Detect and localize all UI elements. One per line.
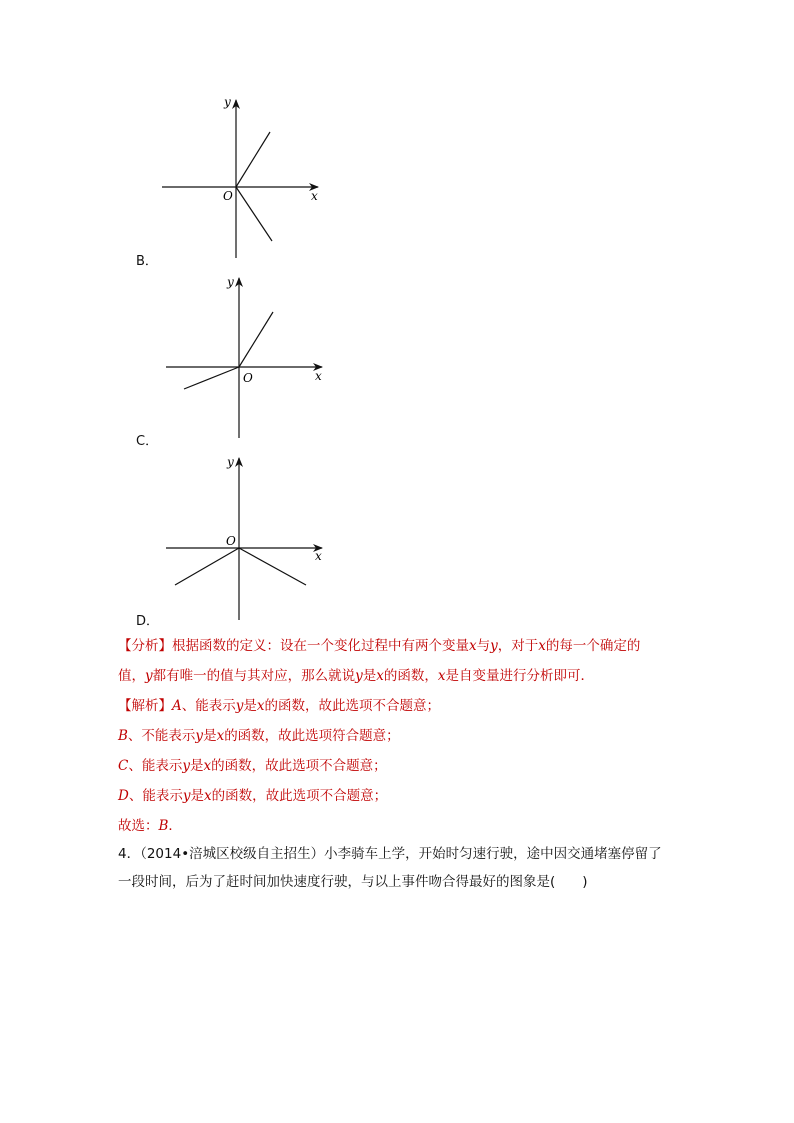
var-x: x	[256, 698, 265, 714]
graph-line-upper	[236, 132, 270, 187]
solution-text: 的函数，故此选项不合题意；	[211, 758, 387, 774]
var-y: y	[235, 698, 244, 714]
question-4-line-2: 一段时间，后为了赶时间加快速度行驶，与以上事件吻合得最好的图象是( )	[118, 874, 588, 890]
solution-text: 、不能表示	[127, 728, 196, 744]
option-letter: A	[172, 698, 182, 714]
analysis-text: 根据函数的定义：设在一个变化过程中有两个变量	[172, 638, 469, 654]
solution-text: 的函数，故此选项不合题意；	[211, 788, 388, 804]
y-axis-label: y	[227, 455, 234, 469]
solution-line-c	[118, 756, 698, 776]
answer-text: 故选：	[118, 818, 159, 834]
graph-c-svg	[0, 270, 794, 450]
analysis-line-1	[118, 636, 698, 656]
graph-option-c	[0, 270, 794, 450]
graph-b-svg	[0, 90, 794, 270]
graph-option-d	[0, 450, 794, 630]
analysis-tag: 【分析】	[118, 638, 172, 654]
solution-line-b	[118, 726, 698, 746]
var-x: x	[203, 788, 212, 804]
var-x: x	[469, 638, 477, 654]
graph-option-b	[0, 90, 794, 270]
var-x: x	[538, 638, 546, 654]
y-axis-label: y	[224, 95, 231, 109]
graph-line-left	[175, 548, 239, 585]
var-y: y	[182, 758, 190, 774]
option-c-label: C．	[136, 434, 159, 449]
var-x: x	[376, 668, 384, 684]
origin-label: O	[243, 371, 253, 385]
solution-text: 的函数，故此选项不合题意；	[264, 698, 441, 714]
var-x: x	[203, 758, 212, 774]
question-4-line-1: 4．（2014•涪城区校级自主招生）小李骑车上学，开始时匀速行驶，途中因交通堵塞停留了	[118, 846, 662, 862]
answer-text: ．	[168, 818, 182, 834]
solution-text: 、能表示	[181, 698, 236, 714]
var-x: x	[437, 668, 446, 684]
var-y: y	[490, 638, 498, 654]
y-axis-label: y	[227, 275, 234, 289]
var-y: y	[145, 668, 153, 684]
x-axis-label: x	[315, 549, 322, 563]
analysis-text: 的函数，	[383, 668, 438, 684]
option-letter: C	[118, 758, 129, 774]
var-x: x	[216, 728, 225, 744]
analysis-text: 的每一个确定的	[545, 638, 641, 654]
analysis-text: 与	[476, 638, 491, 654]
answer-letter: B	[158, 818, 169, 834]
option-letter: B	[118, 728, 128, 744]
solution-text: 是	[243, 698, 257, 714]
option-d-label: D．	[136, 614, 160, 629]
solution-text: 、能表示	[128, 758, 183, 774]
option-letter: D	[118, 788, 129, 804]
origin-label: O	[223, 189, 233, 203]
analysis-text: 都有唯一的值与其对应，那么就说	[152, 668, 356, 684]
solution-text: 是	[190, 788, 204, 804]
analysis-text: 是自变量进行分析即可．	[445, 668, 595, 684]
solution-text: 是	[203, 728, 217, 744]
graph-line-lower	[236, 187, 272, 241]
graph-d-svg	[0, 450, 794, 630]
graph-line-upper	[239, 312, 273, 367]
answer-line	[118, 816, 698, 836]
option-b-label: B．	[136, 254, 158, 269]
x-axis-label: x	[311, 189, 318, 203]
solution-tag: 【解析】	[118, 698, 172, 714]
analysis-line-2	[118, 666, 698, 686]
solution-text: 的函数，故此选项符合题意；	[224, 728, 400, 744]
solution-line-d	[118, 786, 698, 806]
solution-text: 是	[189, 758, 204, 774]
solution-text: 、能表示	[128, 788, 183, 804]
x-axis-label: x	[315, 369, 322, 383]
graph-line-lower	[184, 367, 239, 389]
graph-line-right	[239, 548, 306, 585]
origin-label: O	[226, 534, 236, 548]
var-y: y	[195, 728, 204, 744]
analysis-text: 是	[362, 668, 377, 684]
analysis-text: 值，	[118, 668, 145, 684]
var-y: y	[182, 788, 191, 804]
analysis-text: ，对于	[497, 638, 539, 654]
var-y: y	[355, 668, 363, 684]
solution-line-a	[118, 696, 698, 716]
